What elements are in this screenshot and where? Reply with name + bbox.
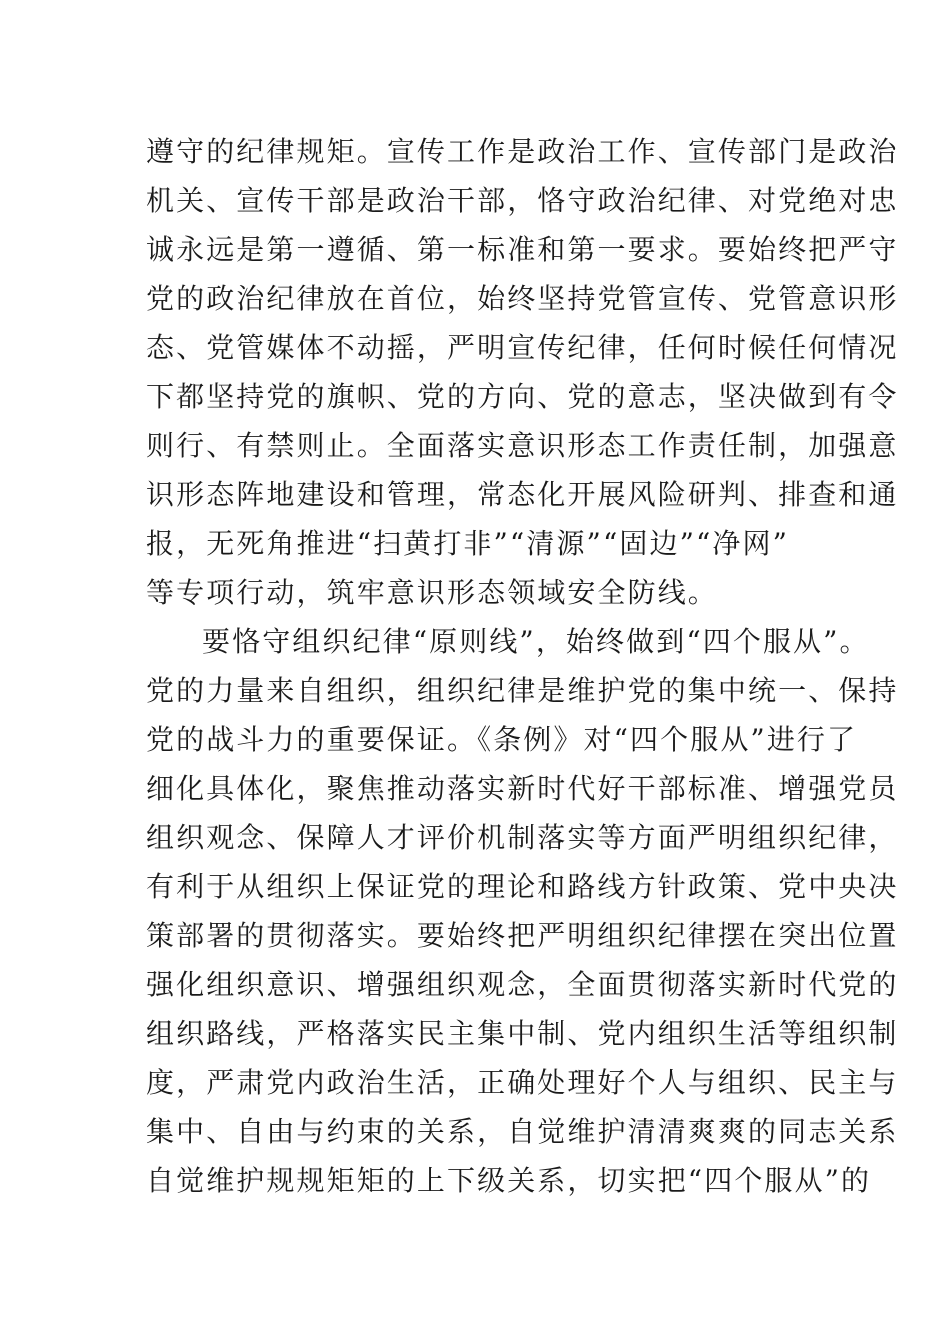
body-text: [146, 127, 899, 1205]
text-line: 度，严肃党内政治生活，正确处理好个人与组织、民主与: [146, 1066, 899, 1099]
text-line: 组织观念、保障人才评价机制落实等方面严明组织纪律，: [146, 821, 899, 854]
text-line: 机关、宣传干部是政治干部，恪守政治纪律、对党绝对忠: [146, 184, 899, 217]
text-line: 报，无死角推进“扫黄打非”“清源”“固边”“净网”: [146, 527, 790, 560]
text-line: 态、党管媒体不动摇，严明宣传纪律，任何时候任何情况: [146, 331, 899, 364]
text-line: 细化具体化，聚焦推动落实新时代好干部标准、增强党员: [146, 772, 899, 805]
paragraph-start-line: 要恪守组织纪律“原则线”，始终做到“四个服从”。: [202, 625, 870, 658]
text-line: 则行、有禁则止。全面落实意识形态工作责任制，加强意: [146, 429, 899, 462]
text-line: 组织路线，严格落实民主集中制、党内组织生活等组织制: [146, 1017, 899, 1050]
text-line: 策部署的贯彻落实。要始终把严明组织纪律摆在突出位置: [146, 919, 899, 952]
text-line: 识形态阵地建设和管理，常态化开展风险研判、排查和通: [146, 478, 899, 511]
text-line: 遵守的纪律规矩。宣传工作是政治工作、宣传部门是政治: [146, 135, 899, 168]
text-line: 集中、自由与约束的关系，自觉维护清清爽爽的同志关系: [146, 1115, 899, 1148]
text-line: 下都坚持党的旗帜、党的方向、党的意志，坚决做到有令: [146, 380, 899, 413]
text-line: 等专项行动，筑牢意识形态领域安全防线。: [146, 576, 718, 609]
text-line: 诚永远是第一遵循、第一标准和第一要求。要始终把严守: [146, 233, 899, 266]
text-line: 党的政治纪律放在首位，始终坚持党管宣传、党管意识形: [146, 282, 899, 315]
text-line: 有利于从组织上保证党的理论和路线方针政策、党中央决: [146, 870, 899, 903]
text-line: 党的战斗力的重要保证。《条例》对“四个服从”进行了: [146, 723, 858, 756]
text-line: 强化组织意识、增强组织观念，全面贯彻落实新时代党的: [146, 968, 899, 1001]
text-line: 党的力量来自组织，组织纪律是维护党的集中统一、保持: [146, 674, 899, 707]
text-line: 自觉维护规规矩矩的上下级关系，切实把“四个服从”的: [146, 1164, 872, 1197]
